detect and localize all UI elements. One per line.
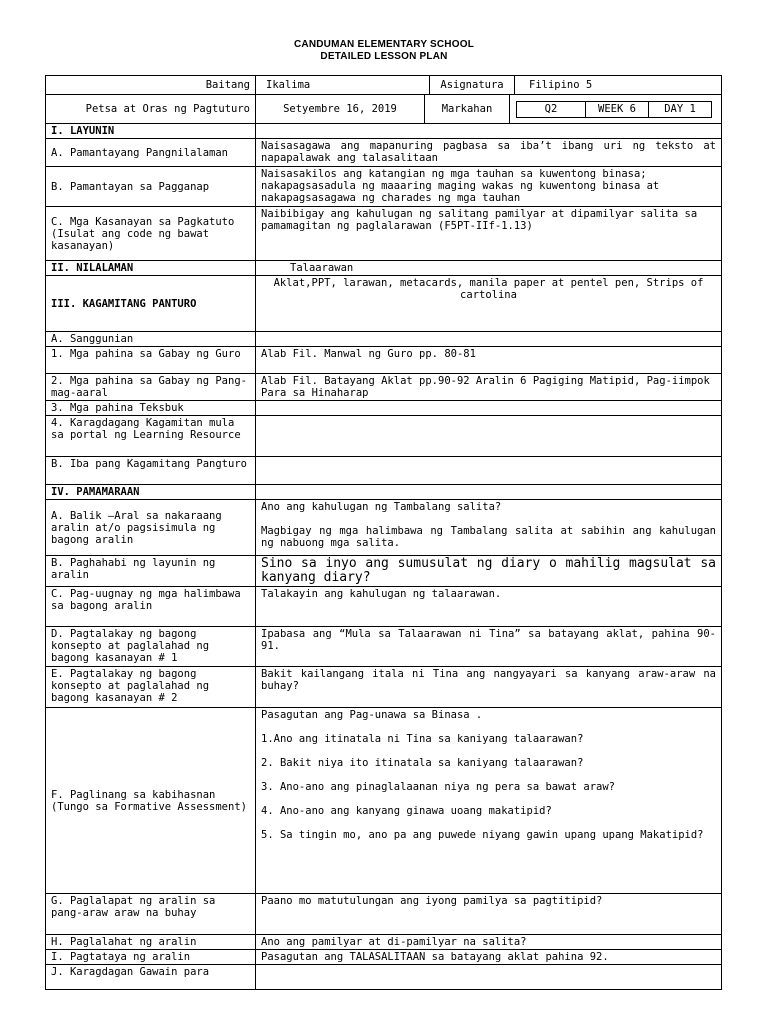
step-e-value: Bakit kailangang itala ni Tina ang nangyayari sa kanyang araw-araw na buhay? — [256, 667, 722, 708]
step-f-question: 4. Ano-ano ang kanyang ginawa uoang makatipid? — [261, 805, 552, 817]
quarter-value: Q2 — [516, 101, 586, 118]
step-c-label: C. Pag-uugnay ng mga halimbawa sa bagong aralin — [46, 587, 256, 627]
sanggunian-item-label: B. Iba pang Kagamitang Pangturo — [46, 457, 256, 485]
layunin-value: Naisasagawa ang mapanuring pagbasa sa iba’t ibang uri ng teksto at napapalawak ang talasalitaan — [256, 139, 722, 167]
sanggunian-item — [46, 374, 722, 401]
week-value: WEEK 6 — [586, 101, 649, 118]
quarter-label: Markahan — [425, 95, 510, 123]
step-a-label: A. Balik –Aral sa nakaraang aralin at/o pagsisimula ng bagong aralin — [46, 500, 256, 556]
step-row — [46, 894, 722, 935]
layunin-row — [46, 139, 722, 167]
step-j-label: J. Karagdagan Gawain para — [46, 965, 256, 990]
layunin-row — [46, 207, 722, 261]
sanggunian-item-label: 4. Karagdagang Kagamitan mula sa portal ng Learning Resource — [46, 416, 256, 457]
step-row — [46, 950, 722, 965]
sanggunian-item-label: 1. Mga pahina sa Gabay ng Guro — [46, 347, 256, 374]
sanggunian-item-value — [256, 457, 722, 485]
sanggunian-item — [46, 416, 722, 457]
sanggunian-item-label: 3. Mga pahina Teksbuk — [46, 401, 256, 416]
day-value: DAY 1 — [649, 101, 712, 118]
step-f-question: 2. Bakit niya ito itinatala sa kaniyang talaarawan? — [261, 757, 584, 769]
step-i-value: Pasagutan ang TALASALITAAN sa batayang aklat pahina 92. — [256, 950, 722, 965]
step-h-label: H. Paglalahat ng aralin — [46, 935, 256, 950]
layunin-label: A. Pamantayang Pangnilalaman — [46, 139, 256, 167]
step-row — [46, 587, 722, 627]
step-d-value: Ipabasa ang “Mula sa Talaarawan ni Tina” sa batayang aklat, pahina 90-91. — [256, 627, 722, 667]
step-h-value: Ano ang pamilyar at di-pamilyar na salita? — [256, 935, 722, 950]
grade-label: Baitang — [46, 76, 256, 95]
lesson-plan-table — [45, 75, 722, 990]
subject-value: Filipino 5 — [529, 79, 593, 91]
step-f-question: 5. Sa tingin mo, ano pa ang puwede niyang gawin upang upang Makatipid? — [261, 829, 704, 841]
date-value: Setyembre 16, 2019 — [256, 95, 425, 123]
step-i-label: I. Pagtataya ng aralin — [46, 950, 256, 965]
kagamitan-label: III. KAGAMITANG PANTURO — [46, 276, 256, 332]
step-row — [46, 708, 722, 894]
step-g-label: G. Paglalapat ng aralin sa pang-araw araw na buhay — [46, 894, 256, 935]
step-f-question: 1.Ano ang itinatala ni Tina sa kaniyang talaarawan? — [261, 733, 584, 745]
layunin-heading: I. LAYUNIN — [46, 124, 256, 139]
section-row — [46, 124, 722, 139]
document-title: DETAILED LESSON PLAN — [320, 51, 448, 62]
step-row — [46, 667, 722, 708]
sanggunian-item-label: 2. Mga pahina sa Gabay ng Pang-mag-aaral — [46, 374, 256, 401]
step-f-content — [256, 708, 722, 894]
step-row — [46, 556, 722, 587]
layunin-label: B. Pamantayan sa Pagganap — [46, 167, 256, 207]
sanggunian-item — [46, 401, 722, 416]
subject-label: Asignatura — [430, 76, 515, 94]
nilalaman-value: Talaarawan — [256, 261, 722, 276]
step-j-value — [256, 965, 722, 990]
step-f-label: F. Paglinang sa kabihasnan (Tungo sa Formative Assessment) — [46, 708, 256, 894]
step-b-value: Sino sa inyo ang sumusulat ng diary o mahilig magsulat sa kanyang diary? — [256, 556, 722, 587]
sanggunian-item-value — [256, 416, 722, 457]
step-a-question-2: Magbigay ng mga halimbawa ng Tambalang salita at sabihin ang kahulugan ng nabuong mga salita. — [261, 525, 716, 549]
layunin-row — [46, 167, 722, 207]
step-f-question: 3. Ano-ano ang pinaglalaanan niya ng pera sa bawat araw? — [261, 781, 616, 793]
sanggunian-item — [46, 457, 722, 485]
step-a-question-1: Ano ang kahulugan ng Tambalang salita? — [261, 501, 502, 513]
date-label: Petsa at Oras ng Pagtuturo — [46, 95, 256, 124]
layunin-label: C. Mga Kasanayan sa Pagkatuto (Isulat ang code ng bawat kasanayan) — [46, 207, 256, 261]
grade-row — [46, 76, 722, 95]
step-b-label: B. Paghahabi ng layunin ng aralin — [46, 556, 256, 587]
grade-value: Ikalima — [266, 79, 311, 91]
step-f-intro: Pasagutan ang Pag-unawa sa Binasa . — [261, 709, 483, 721]
school-name: CANDUMAN ELEMENTARY SCHOOL — [293, 39, 474, 50]
date-row — [46, 95, 722, 124]
nilalaman-label: II. NILALAMAN — [46, 261, 256, 276]
step-row — [46, 965, 722, 990]
sanggunian-row — [46, 332, 722, 347]
step-g-value: Paano mo matutulungan ang iyong pamilya sa pagtitipid? — [256, 894, 722, 935]
nilalaman-row — [46, 261, 722, 276]
kagamitan-value: Aklat,PPT, larawan, metacards, manila paper at pentel pen, Strips of cartolina — [256, 276, 722, 332]
layunin-value: Naibibigay ang kahulugan ng salitang pamilyar at dipamilyar salita sa pamamagitan ng paglalarawan (F5PT-IIf-1.13) — [256, 207, 722, 261]
sanggunian-item — [46, 347, 722, 374]
sanggunian-item-value: Alab Fil. Batayang Aklat pp.90-92 Aralin 6 Pagiging Matipid, Pag-iimpok Para sa Hinaharap — [256, 374, 722, 401]
step-e-label: E. Pagtalakay ng bagong konsepto at paglalahad ng bagong kasanayan # 2 — [46, 667, 256, 708]
pamamaraan-heading: IV. PAMAMARAAN — [46, 485, 256, 500]
pamamaraan-row — [46, 485, 722, 500]
sanggunian-item-value — [256, 401, 722, 416]
step-row — [46, 627, 722, 667]
sanggunian-item-value: Alab Fil. Manwal ng Guro pp. 80-81 — [256, 347, 722, 374]
sanggunian-label: A. Sanggunian — [46, 332, 256, 347]
step-c-value: Talakayin ang kahulugan ng talaarawan. — [256, 587, 722, 627]
step-row — [46, 500, 722, 556]
kagamitan-row — [46, 276, 722, 332]
layunin-value: Naisasakilos ang katangian ng mga tauhan sa kuwentong binasa; nakapagsasadula ng maaaring maging wakas ng kuwentong binasa at nakapagsasagawa ng charades ng mga tauhan — [256, 167, 722, 207]
step-row — [46, 935, 722, 950]
step-a-content — [256, 500, 722, 556]
step-d-label: D. Pagtalakay ng bagong konsepto at paglalahad ng bagong kasanayan # 1 — [46, 627, 256, 667]
